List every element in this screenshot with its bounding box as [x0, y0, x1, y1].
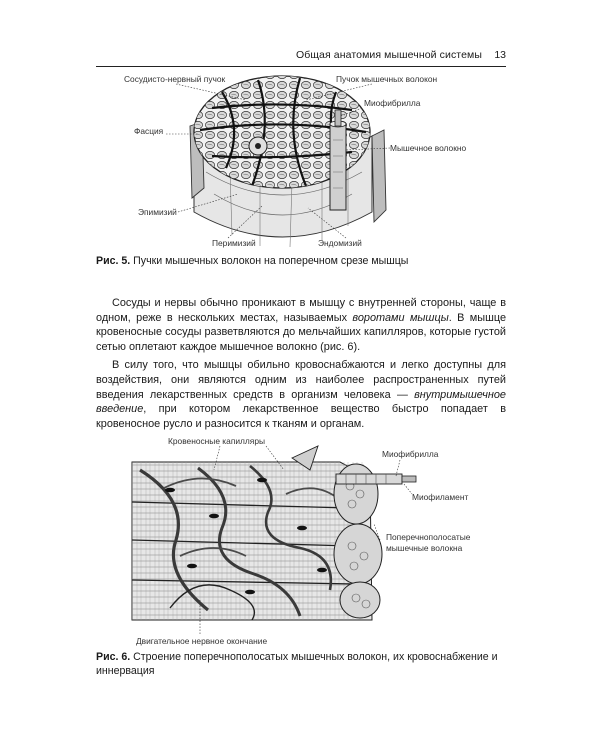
label-capillaries: Кровеносные капилляры	[168, 436, 266, 446]
label-muscle-fiber-bundle: Пучок мышечных волокон	[336, 74, 438, 84]
label-endomysium: Эндомизий	[318, 238, 362, 248]
term-intramuscular-injection: внутримышечное введение	[96, 388, 506, 416]
figure-5-caption-text: Пучки мышечных волокон на поперечном срезе мышцы	[133, 255, 409, 267]
label-muscle-fiber: Мышечное волокно	[390, 143, 467, 153]
figure-6-caption-text: Строение поперечнополосатых мышечных волокон, их кровоснабжение и иннервация	[96, 651, 498, 677]
figure-6-caption	[96, 650, 506, 678]
label-motor-nerve-ending: Двигательное нервное окончание	[136, 636, 268, 646]
label-myofibril-6: Миофибрилла	[382, 449, 439, 459]
label-epimysium: Эпимизий	[138, 207, 177, 217]
fiber-cross-sections	[334, 464, 382, 618]
label-myofilament: Миофиламент	[412, 492, 469, 502]
figure-5-caption-number: Рис. 5.	[96, 255, 131, 267]
label-myofibril: Миофибрилла	[364, 98, 421, 108]
term-muscle-gates: воротами мышцы	[352, 311, 449, 324]
label-neurovascular-bundle: Сосудисто-нервный пучок	[124, 74, 226, 84]
label-perimysium: Перимизий	[212, 238, 256, 248]
paragraph-1: Сосуды и нервы обычно проникают в мышцу с внутренней стороны, чаще в одном, реже в нескольких местах, называемых воротами мышцы. В мышце кровеносные сосуды разветвляются до мельчайших капилляров, которые густой сетью оплетают каждое мышечное волокно (рис. 6).	[96, 297, 506, 353]
label-fascia: Фасция	[134, 126, 164, 136]
label-striated-fibers-line-1: Поперечнополосатые	[386, 532, 471, 542]
figure-6-caption-number: Рис. 6.	[96, 651, 131, 663]
page-number: 13	[494, 49, 506, 61]
chapter-title: Общая анатомия мышечной системы	[295, 49, 482, 61]
paragraph-2: В силу того, что мышцы обильно кровоснабжаются и легко доступны для воздействия, они являются одним из наиболее распространенных путей введения лекарственных средств в организм человека — внутримышечное введение, при котором лекарственное вещество быстро попадает в кровеносное русло и разносится к тканям и органам.	[96, 359, 506, 430]
label-striated-fibers-line-2: мышечные волокна	[386, 543, 463, 553]
